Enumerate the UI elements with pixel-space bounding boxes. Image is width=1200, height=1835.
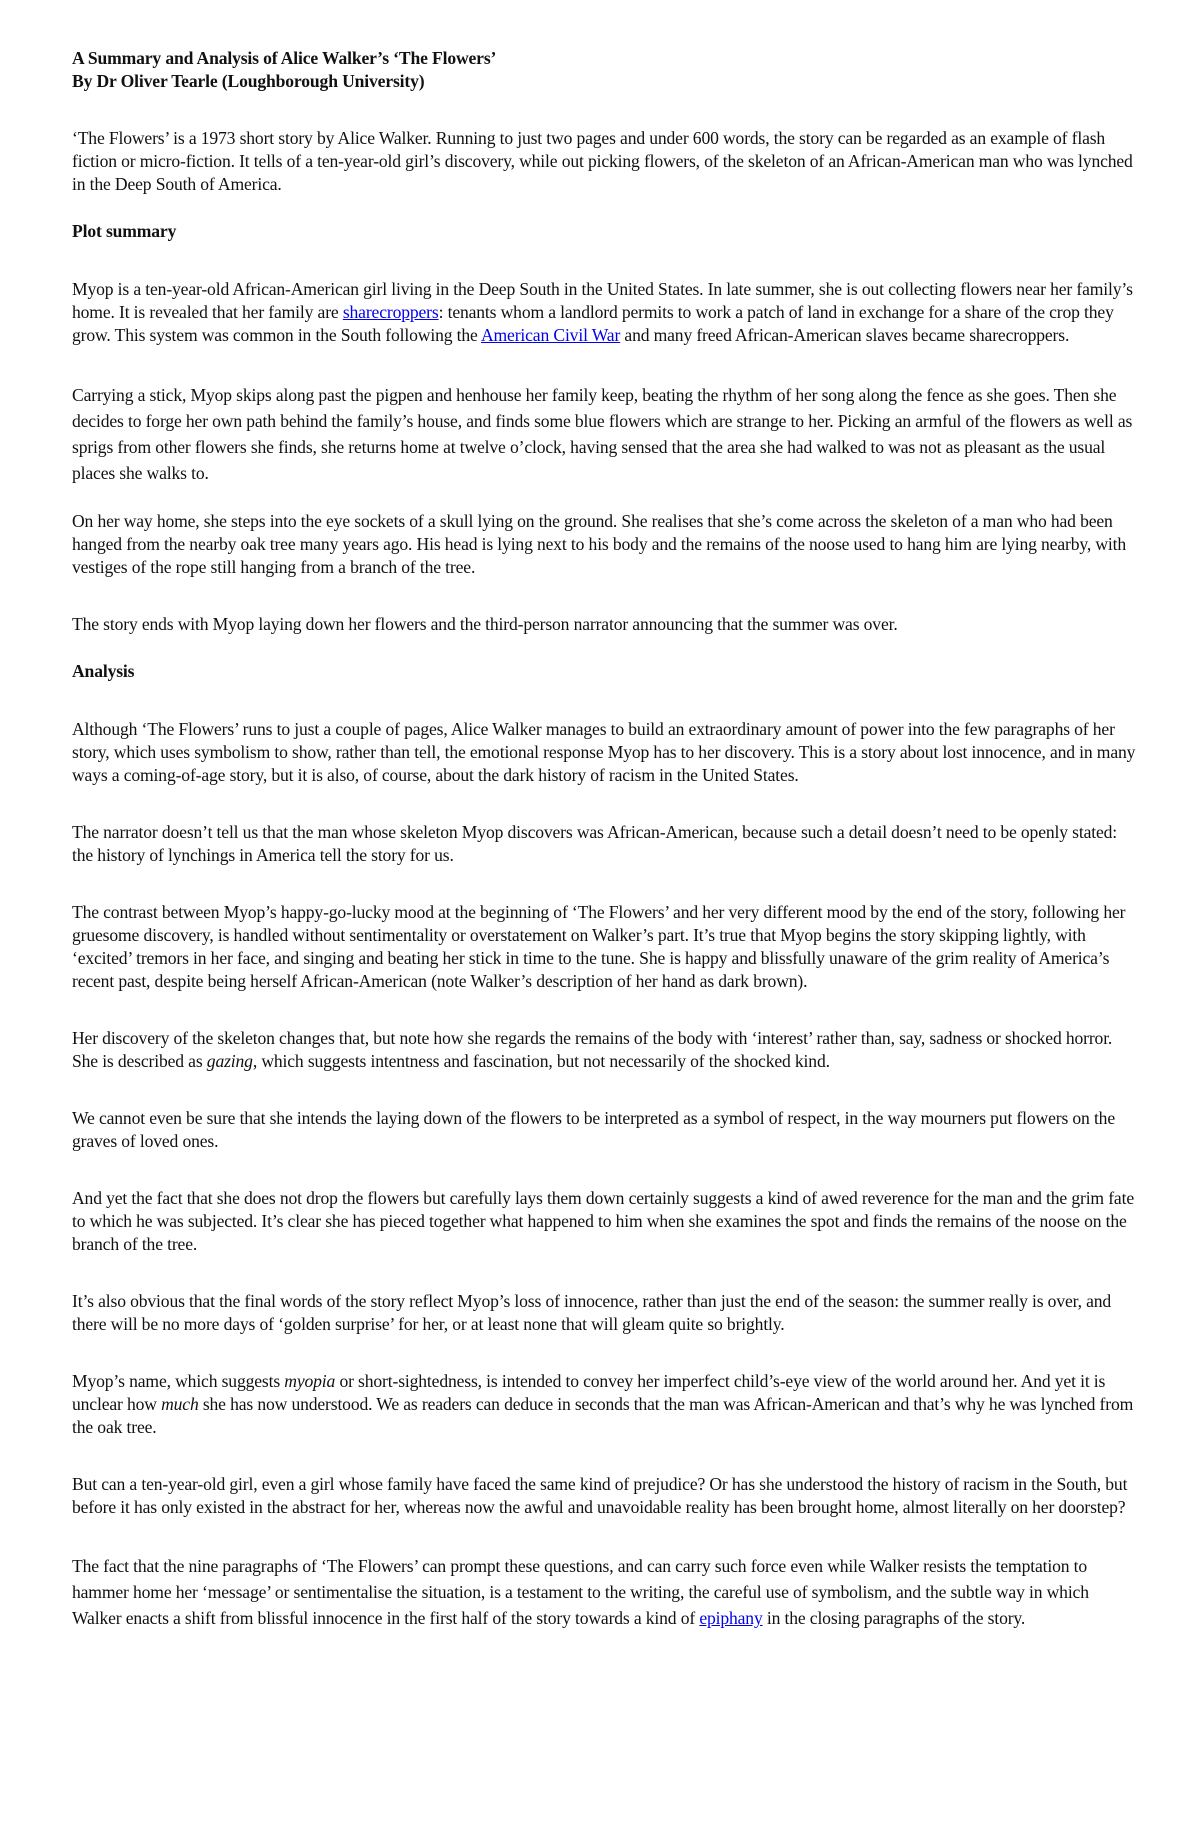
plot-paragraph-1-text-a: Myop is a ten-year-old African-American girl living in the Deep South in the United States. In late summer, she is out collecting flowers near her family’s home. It is revealed that her family are — [72, 279, 1133, 322]
plot-paragraph-3: On her way home, she steps into the eye sockets of a skull lying on the ground. She realises that she’s come across the skeleton of a man who had been hanged from the nearby oak tree many years ago. His head is lying next to his body and the remains of the noose used to hang him are lying nearby, with vestiges of the rope still hanging from a branch of the tree. — [72, 511, 1127, 577]
analysis-paragraph-8-text-b: or short-sightedness, is intended to convey her imperfect child’s-eye view of the world around her. And yet it is unclear how — [72, 1371, 1106, 1414]
analysis-paragraph-7: It’s also obvious that the final words of the story reflect Myop’s loss of innocence, rather than just the end of the season: the summer really is over, and there will be no more days of ‘golden surprise’ for her, or at least none that will gleam quite so brightly. — [72, 1291, 1112, 1334]
much-emphasis: much — [161, 1394, 199, 1414]
analysis-paragraph-4-text-b: , which suggests intentness and fascination, but not necessarily of the shocked kind. — [252, 1051, 830, 1071]
analysis-paragraph-5: We cannot even be sure that she intends the laying down of the flowers to be interpreted as a symbol of respect, in the way mourners put flowers on the graves of loved ones. — [72, 1108, 1115, 1151]
article-title: A Summary and Analysis of Alice Walker’s ‘The Flowers’ — [72, 48, 497, 68]
analysis-paragraph-4 — [72, 1027, 1138, 1073]
analysis-paragraph-2: The narrator doesn’t tell us that the man whose skeleton Myop discovers was African-American, because such a detail doesn’t need to be openly stated: the history of lynchings in America tell the story for us. — [72, 822, 1118, 865]
analysis-paragraph-10-text-a: The fact that the nine paragraphs of ‘The Flowers’ can prompt these questions, and can carry such force even while Walker resists the temptation to hammer home her ‘message’ or sentimentalise the situation, is a testament to the writing, the careful use of symbolism, and the subtle way in which Walker enacts a shift from blissful innocence in the first half of the story towards a kind of — [72, 1556, 1089, 1628]
article-body — [72, 47, 1138, 1631]
analysis-paragraph-8-text-a: Myop’s name, which suggests — [72, 1371, 285, 1391]
american-civil-war-link[interactable]: American Civil War — [480, 325, 621, 345]
plot-paragraph-4: The story ends with Myop laying down her flowers and the third-person narrator announcing that the summer was over. — [72, 614, 898, 634]
article-header — [72, 47, 1138, 93]
plot-paragraph-2: Carrying a stick, Myop skips along past the pigpen and henhouse her family keep, beating the rhythm of her song along the fence as she goes. Then she decides to forge her own path behind the family’s house, and finds some blue flowers which are strange to her. Picking an armful of the flowers as well as sprigs from other flowers she finds, she returns home at twelve o’clock, having sensed that the area she had walked to was not as pleasant as the usual places she walks to. — [72, 385, 1133, 483]
intro-paragraph: ‘The Flowers’ is a 1973 short story by Alice Walker. Running to just two pages and under 600 words, the story can be regarded as an example of flash fiction or micro-fiction. It tells of a ten-year-old girl’s discovery, while out picking flowers, of the skeleton of an African-American man who was lynched in the Deep South of America. — [72, 128, 1133, 194]
plot-paragraph-1-text-c: and many freed African-American slaves became sharecroppers. — [620, 325, 1070, 345]
plot-paragraph-1 — [72, 278, 1138, 347]
analysis-paragraph-3: The contrast between Myop’s happy-go-lucky mood at the beginning of ‘The Flowers’ and her very different mood by the end of the story, following her gruesome discovery, is handled without sentimentality or overstatement on Walker’s part. It’s true that Myop begins the story skipping lightly, with ‘excited’ tremors in her face, and singing and beating her stick in time to the tune. She is happy and blissfully unaware of the grim reality of America’s recent past, despite being herself African-American (note Walker’s description of her hand as dark brown). — [72, 902, 1126, 991]
plot-summary-heading: Plot summary — [72, 221, 177, 241]
analysis-paragraph-9: But can a ten-year-old girl, even a girl whose family have faced the same kind of prejudice? Or has she understood the history of racism in the South, but before it has only existed in the abstract for her, whereas now the awful and unavoidable reality has been brought home, almost literally on her doorstep? — [72, 1474, 1128, 1517]
analysis-paragraph-10-text-b: in the closing paragraphs of the story. — [762, 1608, 1026, 1628]
analysis-paragraph-6: And yet the fact that she does not drop the flowers but carefully lays them down certainly suggests a kind of awed reverence for the man and the grim fate to which he was subjected. It’s clear she has pieced together what happened to him when she examines the spot and finds the remains of the noose on the branch of the tree. — [72, 1188, 1134, 1254]
analysis-paragraph-8 — [72, 1370, 1138, 1439]
analysis-paragraph-8-text-c: she has now understood. We as readers can deduce in seconds that the man was African-American and that’s why he was lynched from the oak tree. — [72, 1394, 1134, 1437]
analysis-paragraph-1: Although ‘The Flowers’ runs to just a couple of pages, Alice Walker manages to build an extraordinary amount of power into the few paragraphs of her story, which uses symbolism to show, rather than tell, the emotional response Myop has to her discovery. This is a story about lost innocence, and in many ways a coming-of-age story, but it is also, of course, about the dark history of racism in the United States. — [72, 719, 1136, 785]
analysis-paragraph-4-emphasis: gazing — [206, 1051, 253, 1071]
epiphany-link[interactable]: epiphany — [699, 1608, 763, 1628]
plot-paragraph-1-text-b: : tenants whom a landlord permits to work a patch of land in exchange for a share of the crop they grow. This system was common in the South following the — [72, 302, 1114, 345]
article-byline: By Dr Oliver Tearle (Loughborough University) — [72, 71, 425, 91]
sharecroppers-link[interactable]: sharecroppers — [342, 302, 439, 322]
analysis-paragraph-4-text-a: Her discovery of the skeleton changes that, but note how she regards the remains of the body with ‘interest’ rather than, say, sadness or shocked horror. She is described as — [72, 1028, 1113, 1071]
myopia-emphasis: myopia — [284, 1371, 336, 1391]
analysis-heading: Analysis — [72, 661, 135, 681]
analysis-paragraph-10 — [72, 1553, 1138, 1631]
